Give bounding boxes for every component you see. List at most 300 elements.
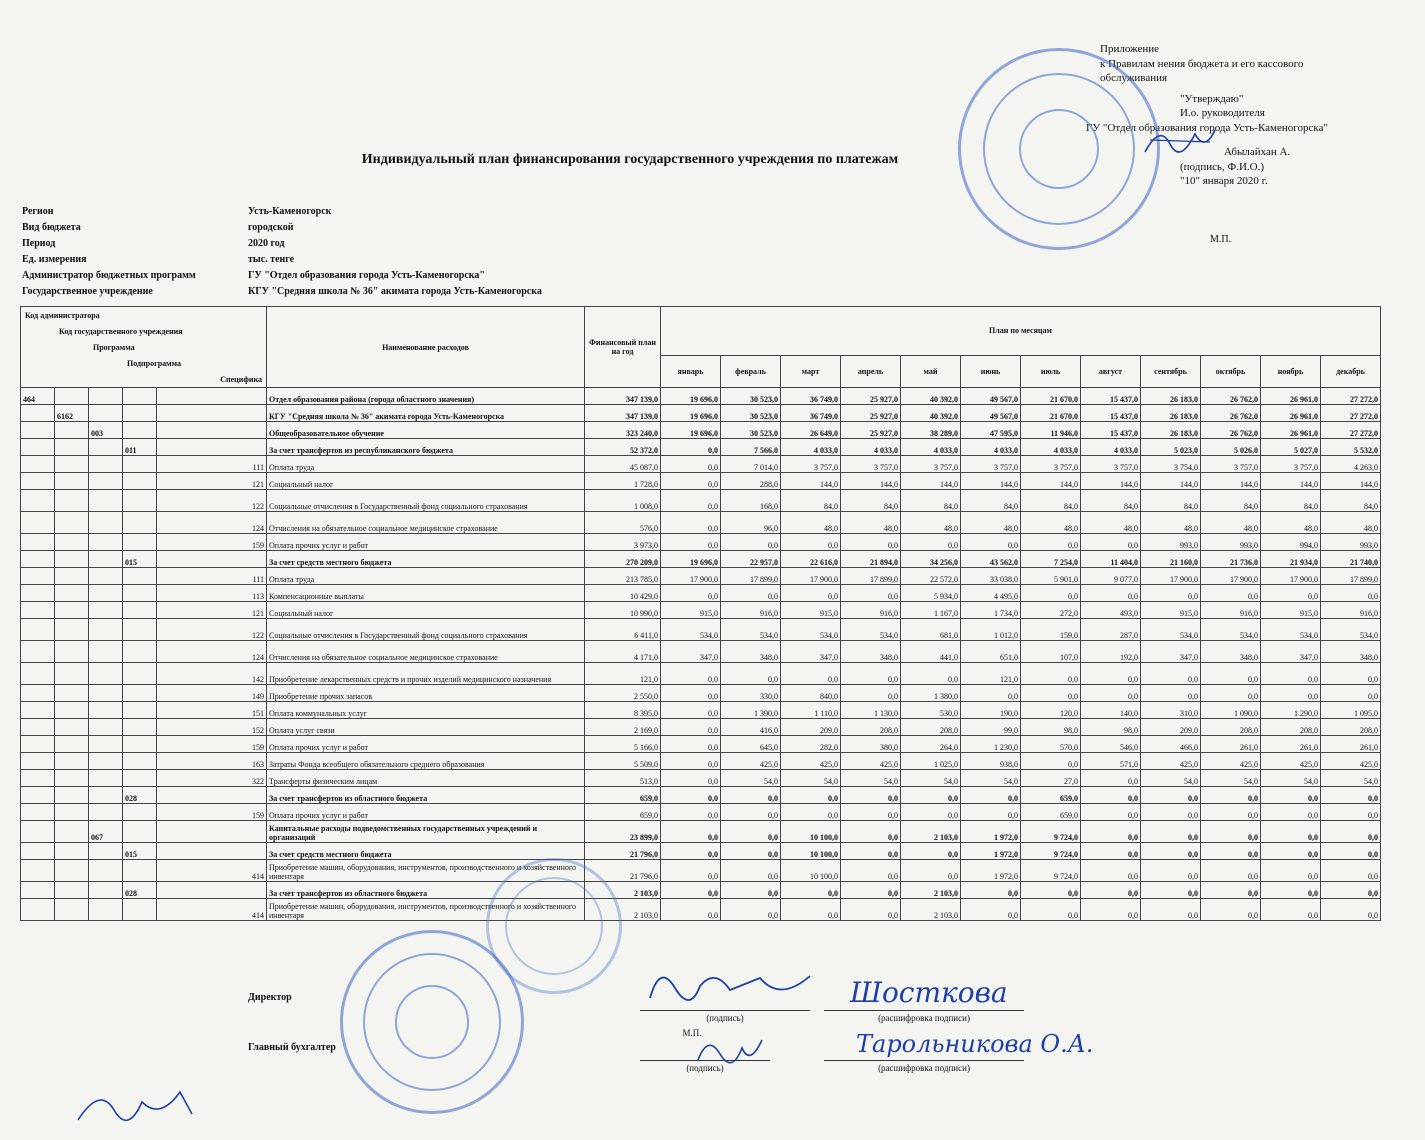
code-cell bbox=[123, 899, 157, 921]
code-cell bbox=[123, 405, 157, 422]
month-value-cell: 22 957,0 bbox=[721, 551, 781, 568]
code-cell bbox=[123, 619, 157, 641]
table-row bbox=[21, 702, 1381, 719]
annual-total-cell: 659,0 bbox=[585, 787, 661, 804]
month-value-cell: 0,0 bbox=[721, 804, 781, 821]
code-cell bbox=[21, 456, 55, 473]
financing-plan-table bbox=[20, 306, 1381, 921]
month-value-cell: 0,0 bbox=[661, 473, 721, 490]
month-value-cell: 25 927,0 bbox=[841, 422, 901, 439]
month-value-cell: 0,0 bbox=[961, 882, 1021, 899]
margin-initials bbox=[70, 1080, 200, 1130]
code-cell bbox=[21, 843, 55, 860]
month-value-cell: 571,0 bbox=[1081, 753, 1141, 770]
code-cell bbox=[123, 641, 157, 663]
expense-name-cell: За счет трансфертов из областного бюджета bbox=[267, 882, 585, 899]
code-cell: 111 bbox=[157, 568, 267, 585]
table-row bbox=[21, 422, 1381, 439]
table-body bbox=[21, 388, 1381, 921]
approval-line: к Правилам нения бюджета и его кассового bbox=[1100, 57, 1304, 70]
code-cell bbox=[157, 821, 267, 843]
code-cell bbox=[55, 473, 89, 490]
code-cell bbox=[123, 388, 157, 405]
accountant-sign-caption: (подпись) bbox=[686, 1063, 724, 1073]
code-cell bbox=[55, 787, 89, 804]
expense-name-cell: Общеобразовательное обучение bbox=[267, 422, 585, 439]
annual-total-cell: 4 171,0 bbox=[585, 641, 661, 663]
annual-total-cell: 10 990,0 bbox=[585, 602, 661, 619]
approval-line: И.о. руководителя bbox=[1180, 107, 1265, 119]
code-cell: 163 bbox=[157, 753, 267, 770]
month-value-cell: 0,0 bbox=[841, 882, 901, 899]
code-cell bbox=[123, 719, 157, 736]
annual-total-cell: 21 796,0 bbox=[585, 860, 661, 882]
month-value-cell: 425,0 bbox=[1321, 753, 1381, 770]
meta-row bbox=[22, 284, 542, 300]
month-value-cell: 0,0 bbox=[661, 882, 721, 899]
month-value-cell: 17 900,0 bbox=[1201, 568, 1261, 585]
code-cell: 414 bbox=[157, 860, 267, 882]
code-cell bbox=[123, 753, 157, 770]
month-value-cell: 0,0 bbox=[1201, 585, 1261, 602]
month-value-cell: 0,0 bbox=[1141, 821, 1201, 843]
month-value-cell: 0,0 bbox=[661, 719, 721, 736]
month-value-cell: 4 263,0 bbox=[1321, 456, 1381, 473]
month-value-cell: 208,0 bbox=[1321, 719, 1381, 736]
month-value-cell: 144,0 bbox=[1081, 473, 1141, 490]
month-value-cell: 3 757,0 bbox=[1081, 456, 1141, 473]
code-cell bbox=[55, 641, 89, 663]
approval-mp: М.П. bbox=[1210, 234, 1232, 245]
month-value-cell: 99,0 bbox=[961, 719, 1021, 736]
table-row bbox=[21, 456, 1381, 473]
annual-total-cell: 1 728,0 bbox=[585, 473, 661, 490]
month-value-cell: 915,0 bbox=[781, 602, 841, 619]
code-cell: 015 bbox=[123, 843, 157, 860]
month-value-cell: 21 670,0 bbox=[1021, 388, 1081, 405]
code-cell bbox=[21, 490, 55, 512]
code-cell: 122 bbox=[157, 490, 267, 512]
month-value-cell: 0,0 bbox=[841, 804, 901, 821]
code-cell bbox=[89, 456, 123, 473]
meta-row bbox=[22, 220, 542, 236]
month-value-cell: 0,0 bbox=[661, 456, 721, 473]
code-cell bbox=[123, 736, 157, 753]
meta-value: городской bbox=[248, 222, 294, 233]
month-value-cell: 288,0 bbox=[721, 473, 781, 490]
header-program: Программа bbox=[21, 339, 267, 355]
month-value-cell: 0,0 bbox=[841, 860, 901, 882]
code-cell bbox=[21, 899, 55, 921]
code-cell bbox=[55, 882, 89, 899]
month-value-cell: 7 014,0 bbox=[721, 456, 781, 473]
code-cell bbox=[55, 512, 89, 534]
month-value-cell: 264,0 bbox=[901, 736, 961, 753]
expense-name-cell: Социальные отчисления в Государственный фонд социального страхования bbox=[267, 490, 585, 512]
code-cell bbox=[55, 534, 89, 551]
month-value-cell: 466,0 bbox=[1141, 736, 1201, 753]
month-value-cell: 330,0 bbox=[721, 685, 781, 702]
month-value-cell: 49 567,0 bbox=[961, 388, 1021, 405]
month-value-cell: 0,0 bbox=[781, 882, 841, 899]
month-value-cell: 15 437,0 bbox=[1081, 405, 1141, 422]
expense-name-cell: Компенсационные выплаты bbox=[267, 585, 585, 602]
month-value-cell: 4 033,0 bbox=[1021, 439, 1081, 456]
month-value-cell: 0,0 bbox=[961, 685, 1021, 702]
month-value-cell: 0,0 bbox=[1021, 753, 1081, 770]
month-value-cell: 84,0 bbox=[841, 490, 901, 512]
month-header: сентябрь bbox=[1141, 355, 1201, 388]
month-value-cell: 54,0 bbox=[781, 770, 841, 787]
month-value-cell: 26 762,0 bbox=[1201, 422, 1261, 439]
month-value-cell: 0,0 bbox=[1081, 821, 1141, 843]
month-header: март bbox=[781, 355, 841, 388]
month-value-cell: 84,0 bbox=[781, 490, 841, 512]
month-value-cell: 7 254,0 bbox=[1021, 551, 1081, 568]
expense-name-cell: Отчисления на обязательное социальное медицинское страхование bbox=[267, 641, 585, 663]
month-value-cell: 416,0 bbox=[721, 719, 781, 736]
code-cell: 121 bbox=[157, 602, 267, 619]
accountant-label: Главный бухгалтер bbox=[248, 1042, 336, 1053]
month-value-cell: 0,0 bbox=[1081, 685, 1141, 702]
month-value-cell: 534,0 bbox=[661, 619, 721, 641]
month-value-cell: 34 256,0 bbox=[901, 551, 961, 568]
code-cell bbox=[89, 405, 123, 422]
month-value-cell: 54,0 bbox=[841, 770, 901, 787]
month-value-cell: 26 961,0 bbox=[1261, 405, 1321, 422]
month-value-cell: 26 183,0 bbox=[1141, 422, 1201, 439]
month-value-cell: 54,0 bbox=[1321, 770, 1381, 787]
month-value-cell: 0,0 bbox=[781, 534, 841, 551]
month-value-cell: 938,0 bbox=[961, 753, 1021, 770]
month-value-cell: 1 972,0 bbox=[961, 843, 1021, 860]
month-value-cell: 840,0 bbox=[781, 685, 841, 702]
month-value-cell: 0,0 bbox=[661, 685, 721, 702]
code-cell bbox=[89, 619, 123, 641]
month-value-cell: 10 100,0 bbox=[781, 843, 841, 860]
code-cell bbox=[123, 663, 157, 685]
month-header: июль bbox=[1021, 355, 1081, 388]
signatures-mp: М.П. bbox=[682, 1028, 702, 1038]
code-cell bbox=[123, 568, 157, 585]
table-row bbox=[21, 568, 1381, 585]
month-value-cell: 0,0 bbox=[721, 821, 781, 843]
month-value-cell: 261,0 bbox=[1321, 736, 1381, 753]
table-row bbox=[21, 641, 1381, 663]
month-value-cell: 84,0 bbox=[1321, 490, 1381, 512]
code-cell: 111 bbox=[157, 456, 267, 473]
month-value-cell: 0,0 bbox=[841, 663, 901, 685]
expense-name-cell: Капитальные расходы подведомственных государственных учреждений и организаций bbox=[267, 821, 585, 843]
header-expense-name: Наименование расходов bbox=[267, 307, 585, 388]
table-row bbox=[21, 439, 1381, 456]
month-value-cell: 48,0 bbox=[1261, 512, 1321, 534]
expense-name-cell: КГУ "Средняя школа № 36" акимата города Усть-Каменогорска bbox=[267, 405, 585, 422]
month-value-cell: 84,0 bbox=[1141, 490, 1201, 512]
month-value-cell: 10 100,0 bbox=[781, 860, 841, 882]
month-value-cell: 0,0 bbox=[721, 860, 781, 882]
month-value-cell: 26 762,0 bbox=[1201, 405, 1261, 422]
code-cell bbox=[89, 843, 123, 860]
month-value-cell: 0,0 bbox=[661, 753, 721, 770]
table-row bbox=[21, 770, 1381, 787]
annual-total-cell: 5 166,0 bbox=[585, 736, 661, 753]
month-value-cell: 0,0 bbox=[1321, 843, 1381, 860]
month-value-cell: 159,0 bbox=[1021, 619, 1081, 641]
code-cell: 028 bbox=[123, 787, 157, 804]
month-value-cell: 0,0 bbox=[1081, 534, 1141, 551]
month-value-cell: 40 392,0 bbox=[901, 388, 961, 405]
meta-row bbox=[22, 204, 542, 220]
month-value-cell: 17 900,0 bbox=[661, 568, 721, 585]
code-cell bbox=[21, 719, 55, 736]
month-value-cell: 22 616,0 bbox=[781, 551, 841, 568]
month-value-cell: 40 392,0 bbox=[901, 405, 961, 422]
month-value-cell: 43 562,0 bbox=[961, 551, 1021, 568]
month-value-cell: 4 033,0 bbox=[1081, 439, 1141, 456]
approval-line: обслуживания bbox=[1100, 72, 1168, 84]
month-value-cell: 26 961,0 bbox=[1261, 422, 1321, 439]
code-cell: 152 bbox=[157, 719, 267, 736]
code-cell bbox=[55, 736, 89, 753]
month-value-cell: 0,0 bbox=[1321, 685, 1381, 702]
month-value-cell: 916,0 bbox=[721, 602, 781, 619]
code-cell bbox=[123, 585, 157, 602]
month-value-cell: 0,0 bbox=[661, 439, 721, 456]
month-value-cell: 282,0 bbox=[781, 736, 841, 753]
code-cell: 6162 bbox=[55, 405, 89, 422]
meta-label: Период bbox=[22, 238, 56, 249]
month-value-cell: 1 390,0 bbox=[721, 702, 781, 719]
month-value-cell: 121,0 bbox=[961, 663, 1021, 685]
month-value-cell: 425,0 bbox=[841, 753, 901, 770]
month-value-cell: 1 130,0 bbox=[841, 702, 901, 719]
month-value-cell: 208,0 bbox=[1201, 719, 1261, 736]
month-value-cell: 17 900,0 bbox=[1261, 568, 1321, 585]
month-value-cell: 9 724,0 bbox=[1021, 843, 1081, 860]
month-value-cell: 3 757,0 bbox=[1201, 456, 1261, 473]
table-row bbox=[21, 860, 1381, 882]
code-cell bbox=[89, 882, 123, 899]
code-cell bbox=[123, 456, 157, 473]
table-row bbox=[21, 843, 1381, 860]
month-value-cell: 915,0 bbox=[661, 602, 721, 619]
director-decode-line bbox=[824, 1010, 1024, 1011]
month-value-cell: 441,0 bbox=[901, 641, 961, 663]
code-cell bbox=[55, 602, 89, 619]
expense-name-cell: Социальные отчисления в Государственный фонд социального страхования bbox=[267, 619, 585, 641]
month-value-cell: 0,0 bbox=[1261, 585, 1321, 602]
month-value-cell: 0,0 bbox=[1021, 882, 1081, 899]
meta-label: Администратор бюджетных программ bbox=[22, 270, 196, 281]
month-value-cell: 0,0 bbox=[1321, 882, 1381, 899]
month-value-cell: 3 757,0 bbox=[1261, 456, 1321, 473]
month-value-cell: 0,0 bbox=[661, 821, 721, 843]
month-value-cell: 1 095,0 bbox=[1321, 702, 1381, 719]
month-value-cell: 33 038,0 bbox=[961, 568, 1021, 585]
month-value-cell: 0,0 bbox=[1321, 787, 1381, 804]
code-cell bbox=[21, 770, 55, 787]
month-value-cell: 0,0 bbox=[1141, 882, 1201, 899]
month-value-cell: 107,0 bbox=[1021, 641, 1081, 663]
month-value-cell: 915,0 bbox=[1261, 602, 1321, 619]
expense-name-cell: Приобретение прочих запасов bbox=[267, 685, 585, 702]
month-value-cell: 0,0 bbox=[661, 512, 721, 534]
month-value-cell: 0,0 bbox=[961, 534, 1021, 551]
code-cell bbox=[89, 602, 123, 619]
expense-name-cell: Отчисления на обязательное социальное медицинское страхование bbox=[267, 512, 585, 534]
month-value-cell: 5 023,0 bbox=[1141, 439, 1201, 456]
approval-line: "10" января 2020 г. bbox=[1180, 175, 1268, 187]
month-value-cell: 681,0 bbox=[901, 619, 961, 641]
code-cell: 067 bbox=[89, 821, 123, 843]
month-value-cell: 0,0 bbox=[1201, 787, 1261, 804]
code-cell bbox=[89, 770, 123, 787]
code-cell bbox=[123, 685, 157, 702]
code-cell bbox=[21, 473, 55, 490]
annual-total-cell: 2 550,0 bbox=[585, 685, 661, 702]
month-value-cell: 1 110,0 bbox=[781, 702, 841, 719]
month-value-cell: 0,0 bbox=[841, 843, 901, 860]
code-cell bbox=[55, 619, 89, 641]
table-row bbox=[21, 473, 1381, 490]
month-value-cell: 0,0 bbox=[721, 843, 781, 860]
annual-total-cell: 10 429,0 bbox=[585, 585, 661, 602]
code-cell bbox=[123, 702, 157, 719]
month-value-cell: 3 754,0 bbox=[1141, 456, 1201, 473]
month-value-cell: 0,0 bbox=[1141, 860, 1201, 882]
month-value-cell: 347,0 bbox=[1261, 641, 1321, 663]
code-cell bbox=[89, 860, 123, 882]
table-row bbox=[21, 585, 1381, 602]
table-row bbox=[21, 685, 1381, 702]
month-value-cell: 0,0 bbox=[901, 787, 961, 804]
code-cell bbox=[89, 512, 123, 534]
code-cell bbox=[89, 534, 123, 551]
expense-name-cell: Отдел образования района (города областного значения) bbox=[267, 388, 585, 405]
header-specifics: Специфика bbox=[21, 371, 267, 388]
month-value-cell: 0,0 bbox=[1201, 685, 1261, 702]
code-cell bbox=[89, 568, 123, 585]
expense-name-cell: Приобретение машин, оборудования, инструментов, производственного и хозяйственного инвентаря bbox=[267, 899, 585, 921]
month-value-cell: 348,0 bbox=[841, 641, 901, 663]
code-cell bbox=[21, 663, 55, 685]
annual-total-cell: 2 169,0 bbox=[585, 719, 661, 736]
month-value-cell: 534,0 bbox=[1321, 619, 1381, 641]
month-header: январь bbox=[661, 355, 721, 388]
approval-line: (подпись, Ф.И.О.) bbox=[1180, 160, 1264, 173]
code-cell bbox=[21, 702, 55, 719]
month-value-cell: 1 090,0 bbox=[1201, 702, 1261, 719]
month-value-cell: 0,0 bbox=[1261, 882, 1321, 899]
month-value-cell: 2 103,0 bbox=[901, 882, 961, 899]
code-cell: 159 bbox=[157, 804, 267, 821]
month-value-cell: 0,0 bbox=[1201, 804, 1261, 821]
month-value-cell: 0,0 bbox=[1141, 663, 1201, 685]
meta-row bbox=[22, 252, 542, 268]
code-cell bbox=[21, 685, 55, 702]
month-header: декабрь bbox=[1321, 355, 1381, 388]
month-value-cell: 915,0 bbox=[1141, 602, 1201, 619]
month-value-cell: 25 927,0 bbox=[841, 405, 901, 422]
month-value-cell: 26 183,0 bbox=[1141, 388, 1201, 405]
code-cell bbox=[157, 439, 267, 456]
table-row bbox=[21, 753, 1381, 770]
month-value-cell: 21 160,0 bbox=[1141, 551, 1201, 568]
month-value-cell: 310,0 bbox=[1141, 702, 1201, 719]
month-value-cell: 0,0 bbox=[661, 702, 721, 719]
code-cell: 151 bbox=[157, 702, 267, 719]
code-cell bbox=[89, 663, 123, 685]
month-value-cell: 645,0 bbox=[721, 736, 781, 753]
month-value-cell: 54,0 bbox=[1261, 770, 1321, 787]
code-cell: 124 bbox=[157, 641, 267, 663]
month-value-cell: 208,0 bbox=[841, 719, 901, 736]
month-value-cell: 1 012,0 bbox=[961, 619, 1021, 641]
code-cell: 113 bbox=[157, 585, 267, 602]
month-value-cell: 190,0 bbox=[961, 702, 1021, 719]
code-cell bbox=[55, 568, 89, 585]
code-cell bbox=[157, 405, 267, 422]
month-value-cell: 0,0 bbox=[1141, 787, 1201, 804]
month-value-cell: 19 696,0 bbox=[661, 422, 721, 439]
month-value-cell: 0,0 bbox=[1081, 787, 1141, 804]
approval-line: Абылайхан А. bbox=[1224, 146, 1291, 158]
annual-total-cell: 213 785,0 bbox=[585, 568, 661, 585]
month-value-cell: 144,0 bbox=[1261, 473, 1321, 490]
code-cell bbox=[21, 439, 55, 456]
accountant-signature bbox=[690, 1030, 770, 1070]
month-value-cell: 0,0 bbox=[661, 534, 721, 551]
month-value-cell: 27 272,0 bbox=[1321, 388, 1381, 405]
month-value-cell: 98,0 bbox=[1021, 719, 1081, 736]
month-value-cell: 54,0 bbox=[1201, 770, 1261, 787]
month-value-cell: 11 404,0 bbox=[1081, 551, 1141, 568]
month-value-cell: 348,0 bbox=[721, 641, 781, 663]
expense-name-cell: Приобретение лекарственных средств и прочих изделий медицинского назначения bbox=[267, 663, 585, 685]
month-value-cell: 534,0 bbox=[1261, 619, 1321, 641]
code-cell bbox=[123, 534, 157, 551]
month-value-cell: 0,0 bbox=[1201, 899, 1261, 921]
code-cell bbox=[21, 860, 55, 882]
month-value-cell: 168,0 bbox=[721, 490, 781, 512]
page-title: Индивидуальный план финансирования государственного учреждения по платежам bbox=[361, 152, 899, 167]
month-value-cell: 1 734,0 bbox=[961, 602, 1021, 619]
annual-total-cell: 659,0 bbox=[585, 804, 661, 821]
month-value-cell: 0,0 bbox=[781, 787, 841, 804]
code-cell bbox=[157, 787, 267, 804]
code-cell bbox=[55, 899, 89, 921]
month-value-cell: 27 272,0 bbox=[1321, 405, 1381, 422]
month-value-cell: 5 901,0 bbox=[1021, 568, 1081, 585]
month-value-cell: 5 532,0 bbox=[1321, 439, 1381, 456]
annual-total-cell: 2 103,0 bbox=[585, 882, 661, 899]
code-cell bbox=[55, 770, 89, 787]
table-row bbox=[21, 787, 1381, 804]
annual-total-cell: 8 395,0 bbox=[585, 702, 661, 719]
month-value-cell: 0,0 bbox=[781, 663, 841, 685]
month-value-cell: 19 696,0 bbox=[661, 405, 721, 422]
month-value-cell: 3 757,0 bbox=[841, 456, 901, 473]
code-cell bbox=[21, 534, 55, 551]
month-value-cell: 380,0 bbox=[841, 736, 901, 753]
annual-total-cell: 3 973,0 bbox=[585, 534, 661, 551]
month-value-cell: 4 033,0 bbox=[961, 439, 1021, 456]
month-value-cell: 21 736,0 bbox=[1201, 551, 1261, 568]
month-value-cell: 0,0 bbox=[1081, 585, 1141, 602]
code-cell bbox=[89, 787, 123, 804]
month-value-cell: 26 961,0 bbox=[1261, 388, 1321, 405]
